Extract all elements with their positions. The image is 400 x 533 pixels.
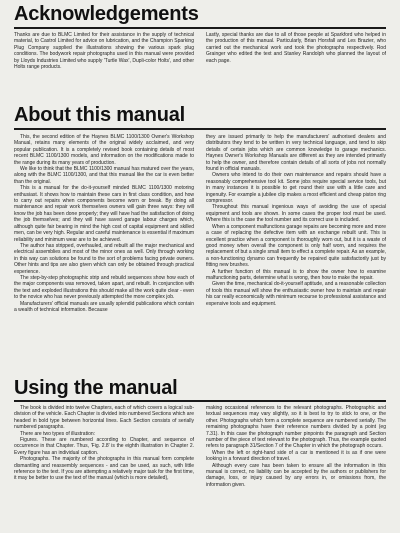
paragraph: The author has stripped, overhauled, and rebuilt all the major mechanical and electrical assemblies and most of the minor ones as well. Only through working in this way can solutions be found to the sort of problems facing private owners. Other hints and tips are also given which can only be obtained through practical experience. [14, 242, 194, 275]
about-column-right [206, 134, 386, 370]
about-heading: About this manual [14, 104, 186, 126]
acknowledgements-heading: Acknowledgements [14, 3, 199, 25]
acknowledgements-column-left [14, 32, 194, 98]
paragraph: When the left or right-hand side of a car is mentioned it is as if one were looking in a forward direction of travel. [206, 449, 386, 463]
using-column-left [14, 405, 194, 529]
using-rule [14, 400, 386, 402]
paragraph: This is a manual for the do-it-yourself minded BLMC 1100/1300 motoring enthusiast. It shows how to maintain these cars in first class condition, and how to carry out repairs when components become worn or break. By doing all maintenance and repair work themselves owners will gain three ways: they will know the job has been done properly; they will have had the satisfaction of doing the job themselves; and they will have saved garage labour charges which, although quite fair bearing in mind the high cost of capital equipment and skilled men, can be very high. Regular and careful maintenance is essential if maximum reliability and minimum wear are to be achieved. [14, 185, 194, 243]
paragraph: This, the second edition of the Haynes BLMC 1100/1300 Owner's Workshop Manual, retains many elements of the original widely acclaimed, and very popular publication. It is a completely revised book containing details of most recent BLMC 1100/1300 models, and information on the modifications made to the range during its many years of production. [14, 134, 194, 166]
paragraph: making occasional references to the relevant photographs. Photographic and textual sequences may vary slightly, so it is best to try to stick to one, or the other. Photographs which form a complete sequence are numbered serially. The remaining photographs have their reference numbers divided by a point (eg 7.31). In this case the photograph number pinpoints the paragraph and Section number of the piece of text relevant to the photograph. Thus, the example quoted refers to paragraph 31/Section 7 of the Chapter in which the photograph occurs. [206, 405, 386, 450]
paragraph: Throughout this manual ingenious ways of avoiding the use of special equipment and tools are shown. In some cases the proper tool must be used. Where this is the case the tool number and its correct use is included. [206, 204, 386, 224]
acknowledgements-column-right [206, 32, 386, 98]
paragraph: Figures. These are numbered according to Chapter, and sequence of occurrence in that Chapter. Thus, 'Fig. 2.8' is the eighth illustration in Chapter 2. Every figure has an individual caption. [14, 437, 194, 456]
using-column-right [206, 405, 386, 529]
using-heading: Using the manual [14, 377, 178, 399]
about-rule [14, 128, 386, 130]
paragraph: Given the time, mechanical do-it-yourself aptitude, and a reasonable collection of tools this manual will show the enthusiastic owner how to maintain and repair his car really economically with minimum recourse to professional assistance and expensive tools and equipment. [206, 281, 386, 307]
paragraph: Although every care has been taken to ensure all the information in this manual is correct, no liability can be accepted by the authors or publishers for damage, loss, or injury caused by any errors in, or omissions from, the information given. [206, 462, 386, 488]
paragraph: There are two types of illustration: [20, 430, 96, 437]
paragraph: The book is divided into twelve Chapters, each of which covers a logical sub-division of the vehicle. Each Chapter is divided into numbered Sections which are headed in bold type between horizontal lines. Each Section consists of serially numbered paragraphs. [14, 405, 194, 431]
about-column-left [14, 134, 194, 370]
paragraph: The step-by-step photographic strip and rebuild sequences show how each of the major components was removed, taken apart, and rebuilt. In conjunction with the text and exploded illustrations this should make all the work quite clear - even to the novice who has never previously attempted the more complex job. [14, 274, 194, 301]
paragraph: A further function of this manual is to show the owner how to examine malfunctioning parts, determine what is wrong, then how to make the repair. [206, 268, 386, 281]
paragraph: they are issued primarily to help the manufacturers' authorised dealers and distributors they tend to be written in very technical language, and tend to skip details of certain jobs which are common knowledge to garage mechanics. Haynes Owner's Workshop Manuals are different as they are intended primarily to help the owner, and therefore contain details of all sorts of jobs not normally found in official manuals. [206, 134, 386, 173]
paragraph: When a component malfunctions garage repairs are becoming more and more a case of replacing the defective item with an exchange rebuilt unit. This is excellent practice when a component is thoroughly worn out, but it is a waste of good money when overall the component is only half worn, and requires the replacement of but a single small item to effect a complete repair. As an example, a non-functioning dynamo can frequently be repaired quite satisfactorily just by fitting new brushes. [206, 223, 386, 269]
acknowledgements-rule [14, 27, 386, 29]
paragraph: Owners who intend to do their own maintenance and repairs should have a reasonably comprehensive tool kit. Some jobs require special service tools, but in many instances it is possible to get round their use with a little care and ingenuity. For example a jubilee clip makes a most efficient and cheap piston ring compressor. [206, 172, 386, 205]
paragraph: We like to think that the BLMC 1100/1300 manual has matured over the years, along with the BLMC 1100/1300, and that this manual like the car is even better than the original. [14, 166, 194, 185]
paragraph: Thanks are due to BLMC Limited for their assistance in the supply of technical material, to Castrol Limited for advice on lubrication, and the Champion Sparking Plug Company supplied the illustrations showing the various spark plug conditions. The bodywork repair photographs used in this manual were provided by Lloyds Industries Limited who supply 'Turtle Wax', Dupli-color Holts', and other Holts range products. [14, 32, 194, 71]
paragraph: Photographs. The majority of the photographs in this manual form complete dismantling and reassembly sequences - and can be used, as such, with little reference to the text. If you are attempting a relatively major task for the first time, it may be better to use the text of the manual (which is more detailed), [14, 456, 194, 482]
paragraph: Lastly, special thanks are due to all of those people at Sparkford who helped in the production of this manual. Particularly, Brian Horsfall and Les Brazier, who carried out the mechanical work and took the photographs respectively. Rod Grainger who edited the text and Stanley Randolph who planned the layout of each page. [206, 32, 386, 64]
paragraph: Manufacturers' official manuals are usually splendid publications which contain a wealth of technical information. Because [14, 300, 194, 313]
